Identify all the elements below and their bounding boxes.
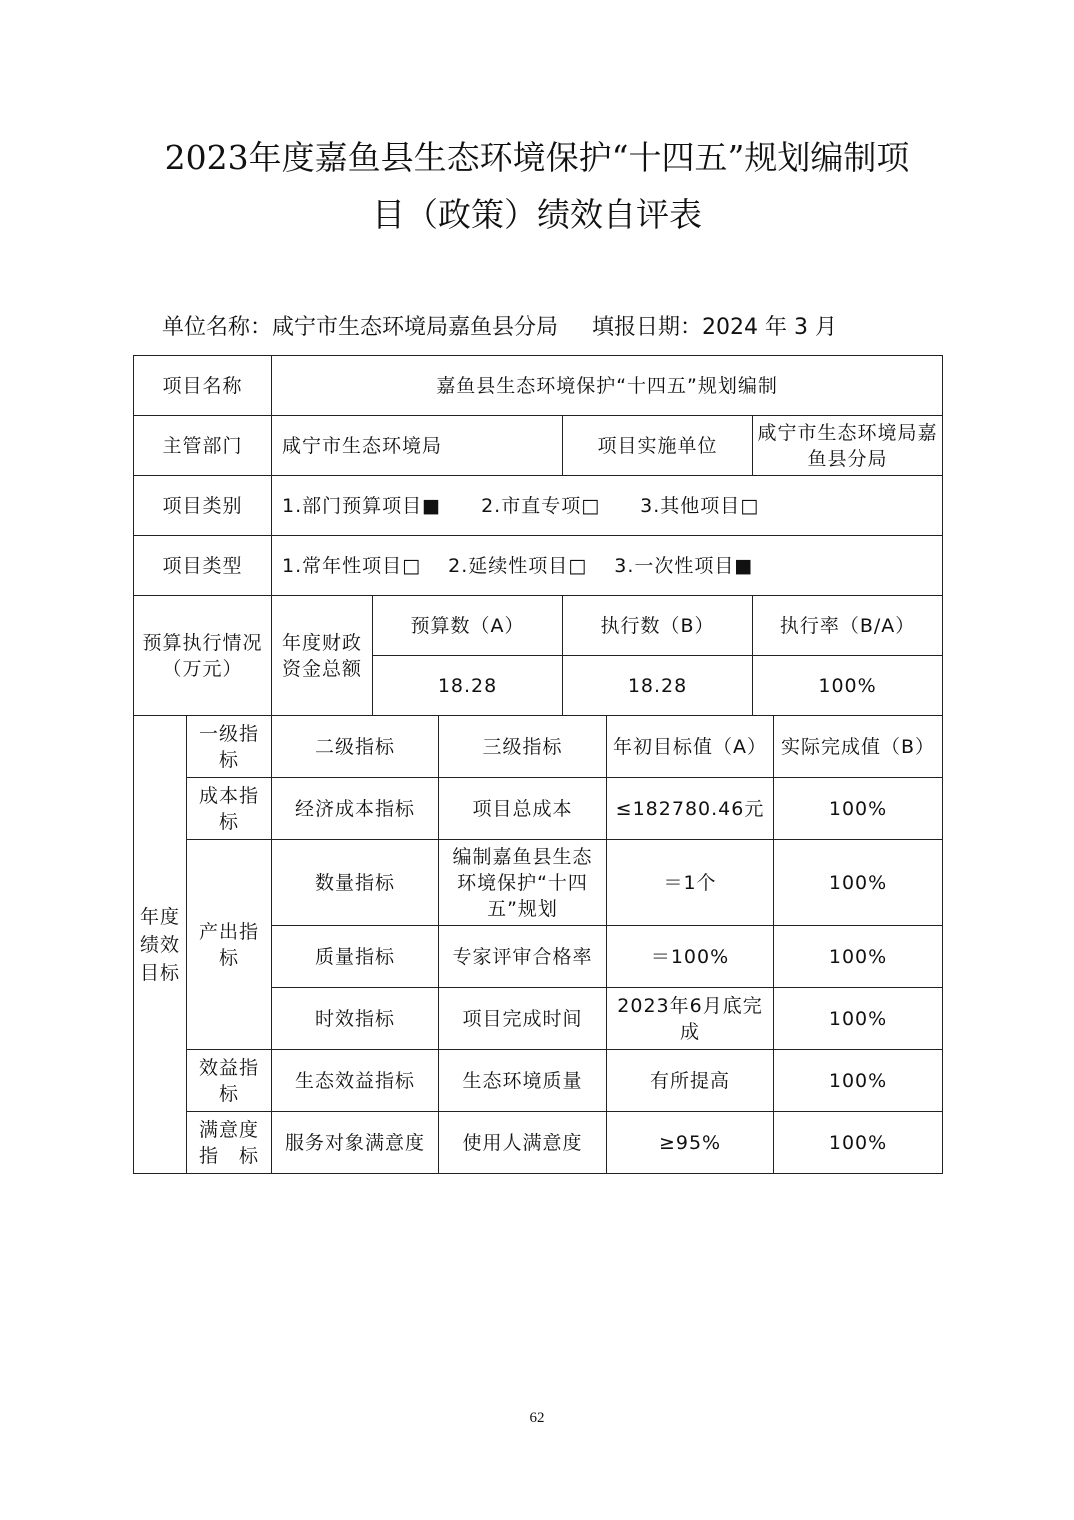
target-cell: 2023年6月底完成 [607,988,774,1050]
header-level1: 一级指标 [187,716,272,778]
impl-unit-value: 咸宁市生态环境局嘉鱼县分局 [753,416,943,476]
table-row [134,840,943,926]
level2-cell: 数量指标 [272,840,439,926]
rate-value: 100% [753,656,943,716]
level1-output: 产出指标 [187,840,272,1050]
budget-label: 预算执行情况（万元） [134,596,272,716]
header-level2: 二级指标 [272,716,439,778]
header-level3: 三级指标 [439,716,607,778]
level3-cell: 生态环境质量 [439,1050,607,1112]
actual-cell: 100% [774,778,943,840]
level2-cell: 服务对象满意度 [272,1112,439,1174]
perf-label: 年度绩效目标 [134,716,187,1174]
meta-line [162,310,837,341]
dept-value: 咸宁市生态环境局 [272,416,563,476]
document-title-line2: 目（政策）绩效自评表 [372,195,702,234]
exec-b-label: 执行数（B） [563,596,753,656]
level3-cell: 使用人满意度 [439,1112,607,1174]
target-cell: ≥95% [607,1112,774,1174]
category-label: 项目类别 [134,476,272,536]
actual-cell: 100% [774,988,943,1050]
level2-cell: 时效指标 [272,988,439,1050]
budget-a-label: 预算数（A） [373,596,563,656]
level2-cell: 经济成本指标 [272,778,439,840]
level1-cost: 成本指标 [187,778,272,840]
dept-label: 主管部门 [134,416,272,476]
actual-cell: 100% [774,926,943,988]
target-cell: ≤182780.46元 [607,778,774,840]
level3-cell: 专家评审合格率 [439,926,607,988]
header-actual: 实际完成值（B） [774,716,943,778]
target-cell: 有所提高 [607,1050,774,1112]
level3-cell: 编制嘉鱼县生态环境保护“十四五”规划 [439,840,607,926]
budget-a-value: 18.28 [373,656,563,716]
table-row [134,778,943,840]
target-cell: ＝1个 [607,840,774,926]
rate-label: 执行率（B/A） [753,596,943,656]
impl-unit-label: 项目实施单位 [563,416,753,476]
evaluation-table [133,355,943,1174]
type-label: 项目类型 [134,536,272,596]
unit-name: 单位名称：咸宁市生态环境局嘉鱼县分局 [162,315,559,340]
table-row [134,1112,943,1174]
page-number: 62 [529,1410,545,1426]
category-options: 1.部门预算项目■ 2.市直专项□ 3.其他项目□ [272,476,943,536]
level3-cell: 项目总成本 [439,778,607,840]
table-row [134,1050,943,1112]
fill-date: 填报日期：2024 年 3 月 [592,315,837,340]
level3-cell: 项目完成时间 [439,988,607,1050]
level2-cell: 生态效益指标 [272,1050,439,1112]
exec-b-value: 18.28 [563,656,753,716]
fund-total-label: 年度财政资金总额 [272,596,373,716]
level1-satisfaction: 满意度指 标 [187,1112,272,1174]
actual-cell: 100% [774,1050,943,1112]
level2-cell: 质量指标 [272,926,439,988]
project-name-value: 嘉鱼县生态环境保护“十四五”规划编制 [272,356,943,416]
target-cell: ＝100% [607,926,774,988]
actual-cell: 100% [774,840,943,926]
type-options: 1.常年性项目□ 2.延续性项目□ 3.一次性项目■ [272,536,943,596]
document-title-line1: 2023年度嘉鱼县生态环境保护“十四五”规划编制项 [164,138,910,177]
project-name-label: 项目名称 [134,356,272,416]
actual-cell: 100% [774,1112,943,1174]
level1-benefit: 效益指标 [187,1050,272,1112]
header-target: 年初目标值（A） [607,716,774,778]
